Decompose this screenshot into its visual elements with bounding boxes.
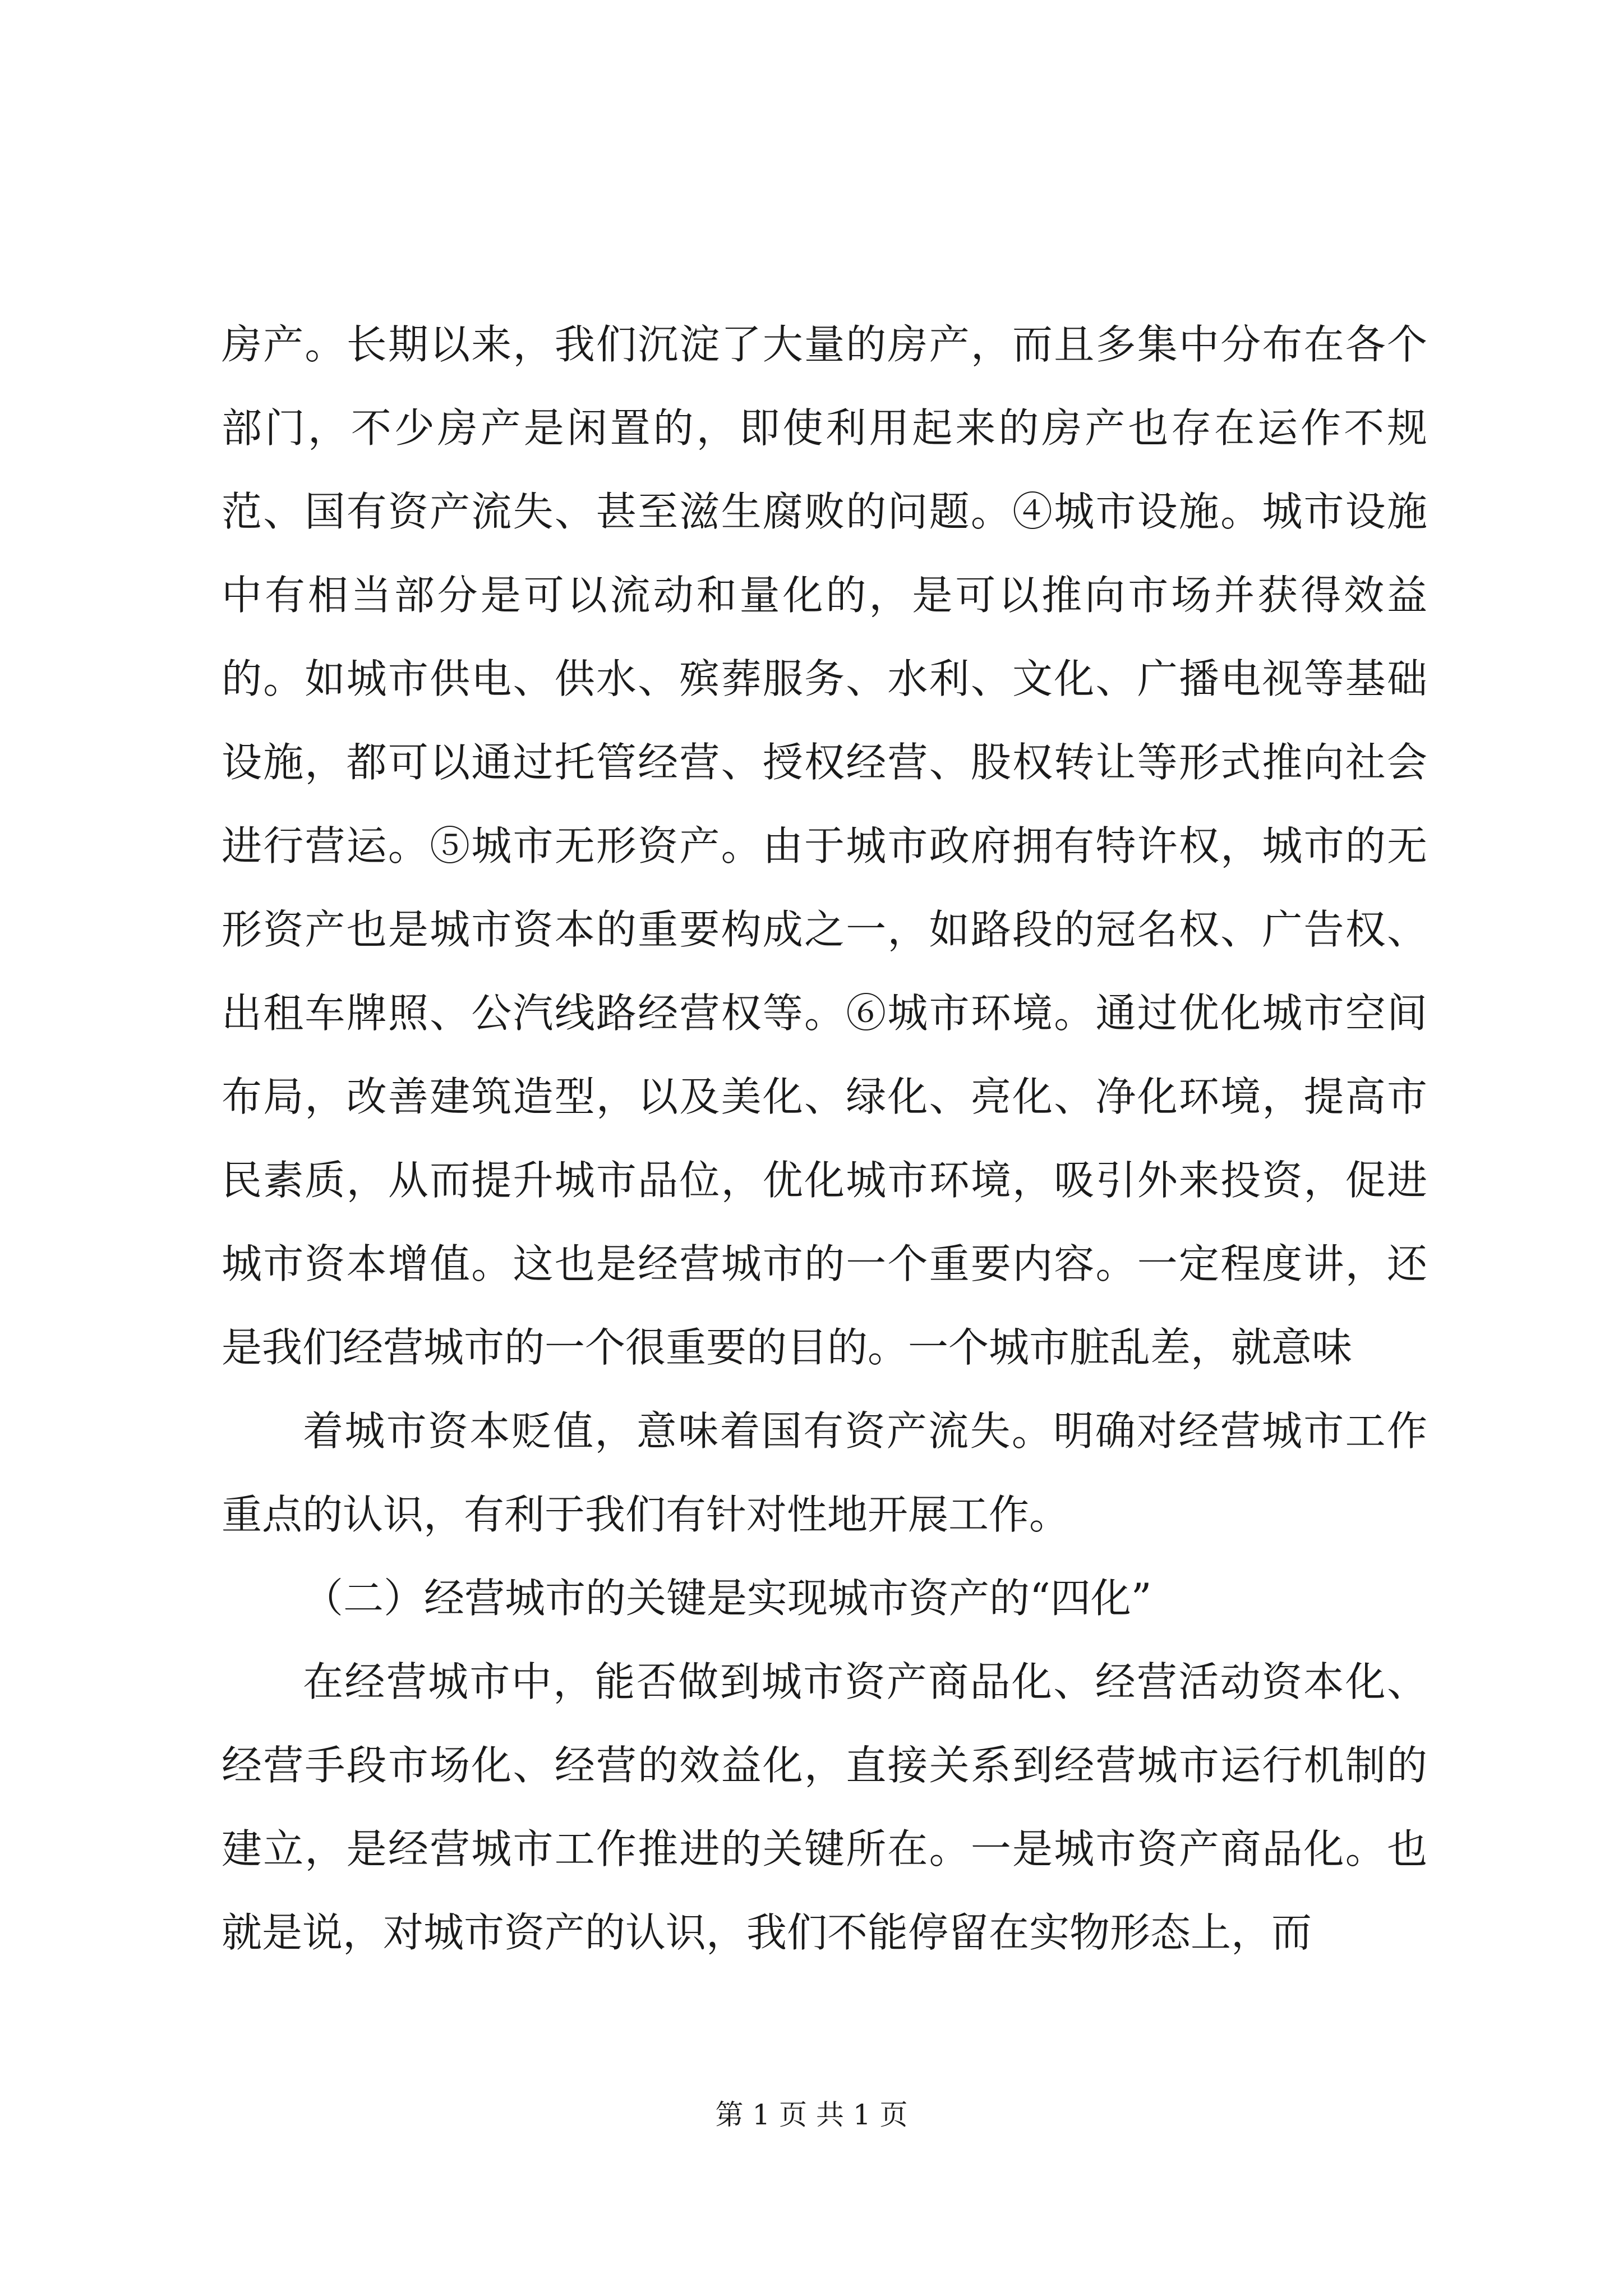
section-heading: （二）经营城市的关键是实现城市资产的“四化” <box>303 1575 1152 1622</box>
paragraph-indented: 在经营城市中，能否做到城市资产商品化、经营活动资本化、经营手段市场化、经营的效益化，直接关系到经营城市运行机制的建立，是经营城市工作推进的关键所在。一是城市资产商品化。也就是说，对城市资产的认识，我们不能停留在实物形态上，而 <box>222 1658 1427 1956</box>
document-body <box>222 303 1427 1975</box>
paragraph-indented: 着城市资本贬值，意味着国有资产流失。明确对经营城市工作重点的认识，有利于我们有针对性地开展工作。 <box>222 1407 1427 1538</box>
paragraph-continuation: 房产。长期以来，我们沉淀了大量的房产，而且多集中分布在各个部门，不少房产是闲置的，即使利用起来的房产也存在运作不规范、国有资产流失、甚至滋生腐败的问题。④城市设施。城市设施中有相当部分是可以流动和量化的，是可以推向市场并获得效益的。如城市供电、供水、殡葬服务、水利、文化、广播电视等基础设施，都可以通过托管经营、授权经营、股权转让等形式推向社会进行营运。⑤城市无形资产。由于城市政府拥有特许权，城市的无形资产也是城市资本的重要构成之一，如路段的冠名权、广告权、出租车牌照、公汽线路经营权等。⑥城市环境。通过优化城市空间布局，改善建筑造型，以及美化、绿化、亮化、净化环境，提高市民素质，从而提升城市品位，优化城市环境，吸引外来投资，促进城市资本增值。这也是经营城市的一个重要内容。一定程度讲，还是我们经营城市的一个很重要的目的。一个城市脏乱差，就意味 <box>222 321 1427 1371</box>
page-footer: 第 1 页 共 1 页 <box>715 2099 908 2131</box>
